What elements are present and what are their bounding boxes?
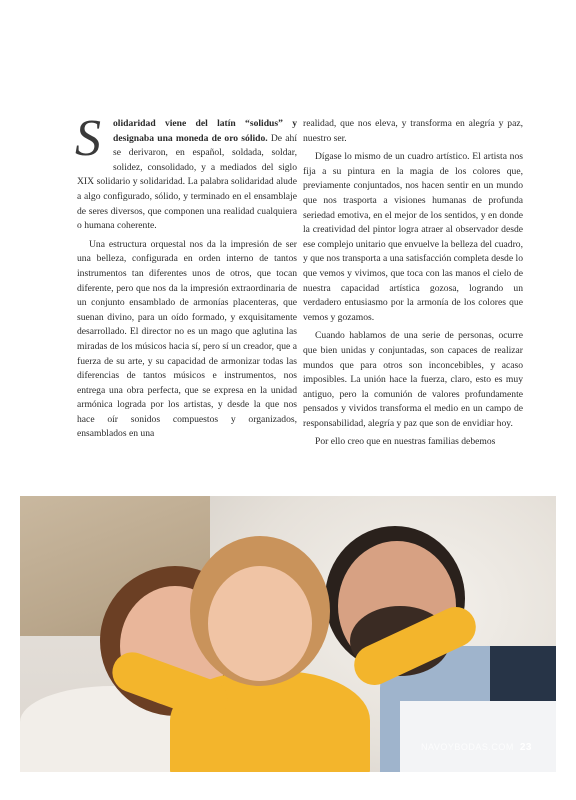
lead-text: olidaridad viene del latín “solidus” y designaba una moneda de oro sólido. [113, 118, 297, 144]
paragraph-people: Cuando hablamos de una serie de personas, ocurre que bien unidas y conjuntadas, son capaces de realizar mundos que para otros son inconcebibles, y acaso imposibles. La unión hace la fuerza, claro, esto es muy antiguo, pero la comunión de valores profundamente pensados y vividos transforma el medio en un campo de responsabilidad, alegría y paz que son de envidiar hoy. [303, 330, 523, 429]
paragraph-1-rest: De ahí se derivaron, en español, soldada, soldar, solidez, consolidado, y a mediados del siglo XIX solidario y solidaridad. La palabra solidaridad alude a algo configurado, sólido, y terminado en el ensamblaje de seres diversos, que componen una realidad cualquiera o humana coherente. [77, 132, 297, 232]
paragraph-family: Por ello creo que en nuestras familias debemos [315, 436, 496, 448]
man-shirt-white [400, 701, 556, 772]
page-footer [421, 742, 532, 753]
family-photo [20, 496, 556, 772]
child-face [208, 566, 312, 681]
left-column [75, 110, 297, 442]
paragraph-1 [75, 110, 297, 234]
paragraph-2: Una estructura orquestal nos da la impresión de ser una belleza, configurada en orden interno de tantos instrumentos tan diferentes unos de otros, que tocan diferente, pero que nos da la impresión extraordinaria de un conjunto ensamblado de armonías placenteras, que suenan divino, para un oído formado, y exquisitamente desarrollado. El director no es un mago que aglutina las miradas de los músicos hacia sí, pero sí un creador, que a fuerza de su arte, y su capacidad de armonizar todas las diferencias de tantos músicos e instrumentos, nos entrega una obra perfecta, que se expresa en la unidad armónica lograda por los artistas, y desde la que nos hace oír sonidos compuestos y organizados, ensamblados en una [77, 238, 297, 440]
site-name: NAVOYBODAS.COM [421, 742, 514, 752]
right-column [303, 117, 523, 450]
page-number: 23 [519, 742, 532, 753]
paragraph-painting: Dígase lo mismo de un cuadro artístico. El artista nos fija a su pintura en la magia de los colores que, previamente conjuntados, nos hacen sentir en un mundo que nos trasporta a visiones humanas de profunda seriedad emotiva, en el mejor de los sentidos, y en donde la creatividad del pintor logra atraer al observador desde ese complejo unitario que envuelve la belleza del cuadro, y que nos transporta a una satisfacción completa desde lo que vemos y vivimos, que toca con las manos el cielo de nuestra capacidad artística gozosa, logrando un verdadero entusiasmo por la armonía de los colores que vemos y gozamos. [303, 151, 523, 323]
drop-cap: S [75, 110, 101, 167]
paragraph-continued: realidad, que nos eleva, y transforma en alegría y paz, nuestro ser. [303, 118, 523, 144]
